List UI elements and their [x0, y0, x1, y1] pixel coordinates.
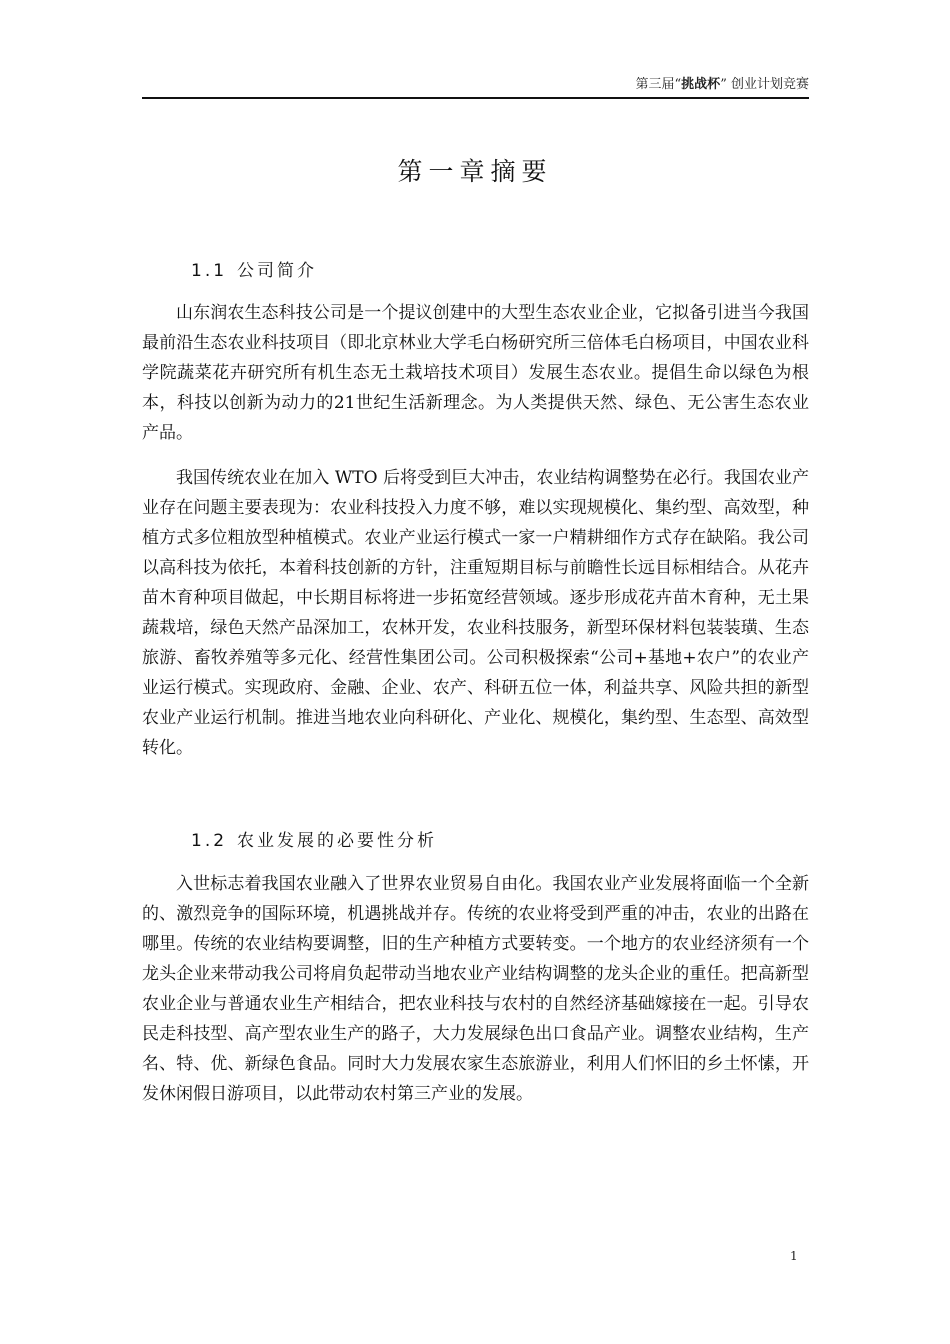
header-close-quote: ”: [720, 77, 727, 92]
page-number: 1: [790, 1249, 798, 1263]
header-suffix: 创业计划竞赛: [730, 77, 809, 92]
paragraph-industry-issues: 我国传统农业在加入 WTO 后将受到巨大冲击，农业结构调整势在必行。我国农业产业存在问题主要表现为：农业科技投入力度不够，难以实现规模化、集约型、高效型，种植方式多位粗放型种植模式。农业产业运行模式一家一户精耕细作方式存在缺陷。我公司以高科技为依托，本着科技创新的方针，注重短期目标与前瞻性长远目标相结合。从花卉苗木育种项目做起，中长期目标将进一步拓宽经营领域。逐步形成花卉苗木育种，无土果蔬栽培，绿色天然产品深加工，农林开发，农业科技服务，新型环保材料包装装璜、生态旅游、畜牧养殖等多元化、经营性集团公司。公司积极探索“公司+基地+农户”的农业产业运行模式。实现政府、金融、企业、农产、科研五位一体，利益共享、风险共担的新型农业产业运行机制。推进当地农业向科研化、产业化、规模化，集约型、生态型、高效型转化。: [142, 468, 809, 758]
paragraph-necessity: 入世标志着我国农业融入了世界农业贸易自由化。我国农业产业发展将面临一个全新的、激烈竞争的国际环境，机遇挑战并存。传统的农业将受到严重的冲击，农业的出路在哪里。传统的农业结构要调整，旧的生产种植方式要转变。一个地方的农业经济须有一个龙头企业来带动我公司将肩负起带动当地农业产业结构调整的龙头企业的重任。把高新型农业企业与普通农业生产相结合，把农业科技与农村的自然经济基础嫁接在一起。引导农民走科技型、高产型农业生产的路子，大力发展绿色出口食品产业。调整农业结构，生产名、特、优、新绿色食品。同时大力发展农家生态旅游业，利用人们怀旧的乡土怀愫，开发休闲假日游项目，以此带动农村第三产业的发展。: [142, 874, 809, 1104]
header-open-quote: “: [674, 77, 682, 92]
section-number: 1.1: [191, 261, 228, 281]
section-heading-1-1: [191, 259, 317, 283]
section-title: 公司简介: [237, 261, 318, 281]
header-rule: [142, 97, 809, 99]
header-contest-name: 挑战杯: [681, 77, 721, 92]
chapter-title: 第一章摘要: [397, 157, 553, 186]
page-header: [142, 74, 809, 96]
header-prefix: 第三届: [635, 77, 675, 92]
section-title: 农业发展的必要性分析: [237, 831, 438, 851]
section-number: 1.2: [191, 831, 228, 851]
section-heading-1-2: [191, 829, 437, 853]
paragraph-company-intro: 山东润农生态科技公司是一个提议创建中的大型生态农业企业，它拟备引进当今我国最前沿生态农业科技项目（即北京林业大学毛白杨研究所三倍体毛白杨项目，中国农业科学院蔬菜花卉研究所有机生态无土栽培技术项目）发展生态农业。提倡生命以绿色为根本，科技以创新为动力的21世纪生活新理念。为人类提供天然、绿色、无公害生态农业产品。: [142, 303, 809, 443]
